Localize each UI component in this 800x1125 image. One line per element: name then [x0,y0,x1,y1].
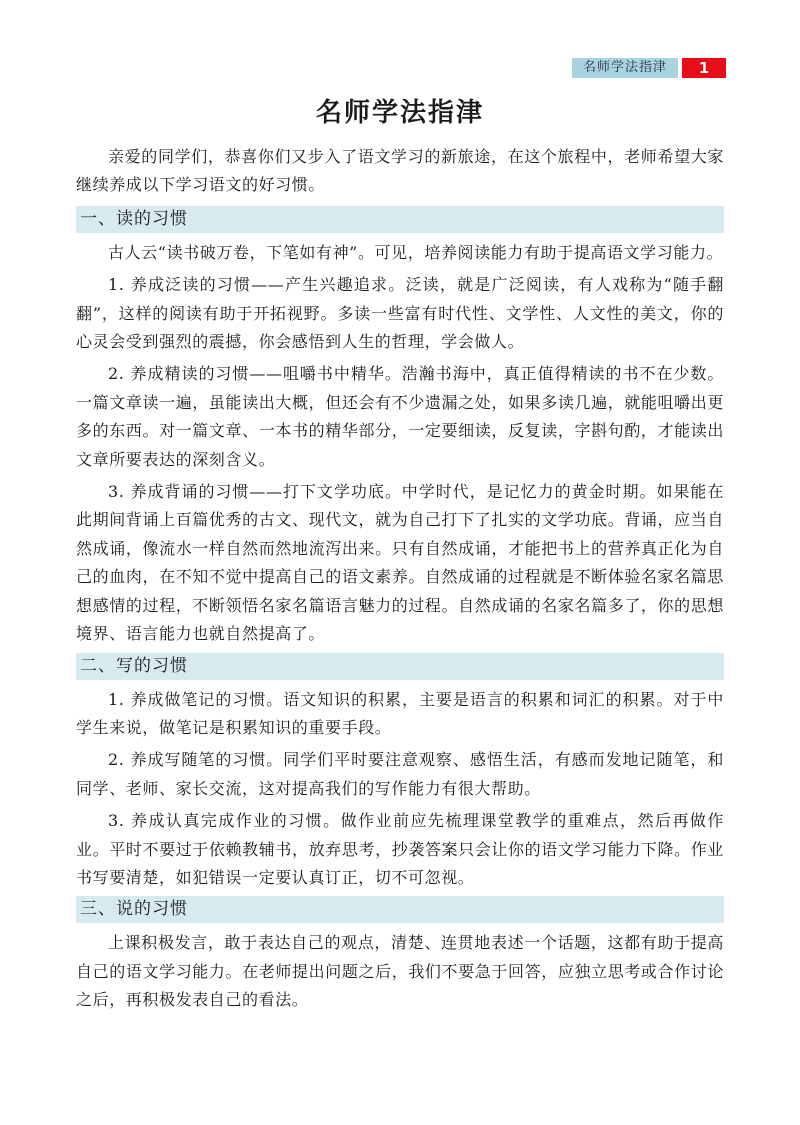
page-number: 1 [682,58,726,78]
paragraph: 1. 养成泛读的习惯——产生兴趣追求。泛读，就是广泛阅读，有人戏称为“随手翻翻”，这样的阅读有助于开拓视野。多读一些富有时代性、文学性、人文性的美文，你的心灵会受到强烈的震撼，你会感悟到人生的哲理，学会做人。 [76,275,724,352]
paragraph: 古人云“读书破万卷，下笔如有神”。可见，培养阅读能力有助于提高语文学习能力。 [108,242,724,262]
section-writing [76,653,724,893]
intro-paragraph: 亲爱的同学们，恭喜你们又步入了语文学习的新旅途，在这个旅程中，老师希望大家继续养成以下学习语文的好习惯。 [76,147,724,195]
paragraph: 2. 养成精读的习惯——咀嚼书中精华。浩瀚书海中，真正值得精读的书不在少数。一篇文章读一遍，虽能读出大概，但还会有不少遗漏之处，如果多读几遍，就能咀嚼出更多的东西。对一篇文章、一本书的精华部分，一定要细读，反复读，字斟句酌，才能读出文章所要表达的深刻含义。 [76,364,724,469]
paragraph: 上课积极发言，敢于表达自己的观点，清楚、连贯地表述一个话题，这都有助于提高自己的语文学习能力。在老师提出问题之后，我们不要急于回答，应独立思考或合作讨论之后，再积极发表自己的看法。 [76,933,724,1010]
paragraph: 3. 养成背诵的习惯——打下文学功底。中学时代，是记忆力的黄金时期。如果能在此期间背诵上百篇优秀的古文、现代文，就为自己打下了扎实的文学功底。背诵，应当自然成诵，像流水一样自然而然地流泻出来。只有自然成诵，才能把书上的营养真正化为自己的血肉，在不知不觉中提高自己的语文素养。自然成诵的过程就是不断体验名家名篇思想感情的过程，不断领悟名家名篇语言魅力的过程。自然成诵的名家名篇多了，你的思想境界、语言能力也就自然提高了。 [76,482,724,644]
running-header [572,58,726,78]
section-reading [76,206,724,649]
section-heading-writing: 二、写的习惯 [76,653,724,680]
paragraph: 2. 养成写随笔的习惯。同学们平时要注意观察、感悟生活，有感而发地记随笔，和同学、老师、家长交流，这对提高我们的写作能力有很大帮助。 [76,750,724,798]
page-title: 名师学法指津 [315,98,484,128]
paragraph: 3. 养成认真完成作业的习惯。做作业前应先梳理课堂教学的重难点，然后再做作业。平时不要过于依赖教辅书，放弃思考，抄袭答案只会让你的语文学习能力下降。作业书写要清楚，如犯错误一定要认真订正，切不可忽视。 [76,811,724,887]
section-heading-speaking: 三、说的习惯 [76,896,724,923]
main-content [76,143,724,1019]
running-header-title: 名师学法指津 [572,58,678,78]
section-speaking [76,896,724,1014]
section-heading-reading: 一、读的习惯 [76,206,724,233]
paragraph: 1. 养成做笔记的习惯。语文知识的积累，主要是语言的积累和词汇的积累。对于中学生来说，做笔记是积累知识的重要手段。 [76,689,724,737]
